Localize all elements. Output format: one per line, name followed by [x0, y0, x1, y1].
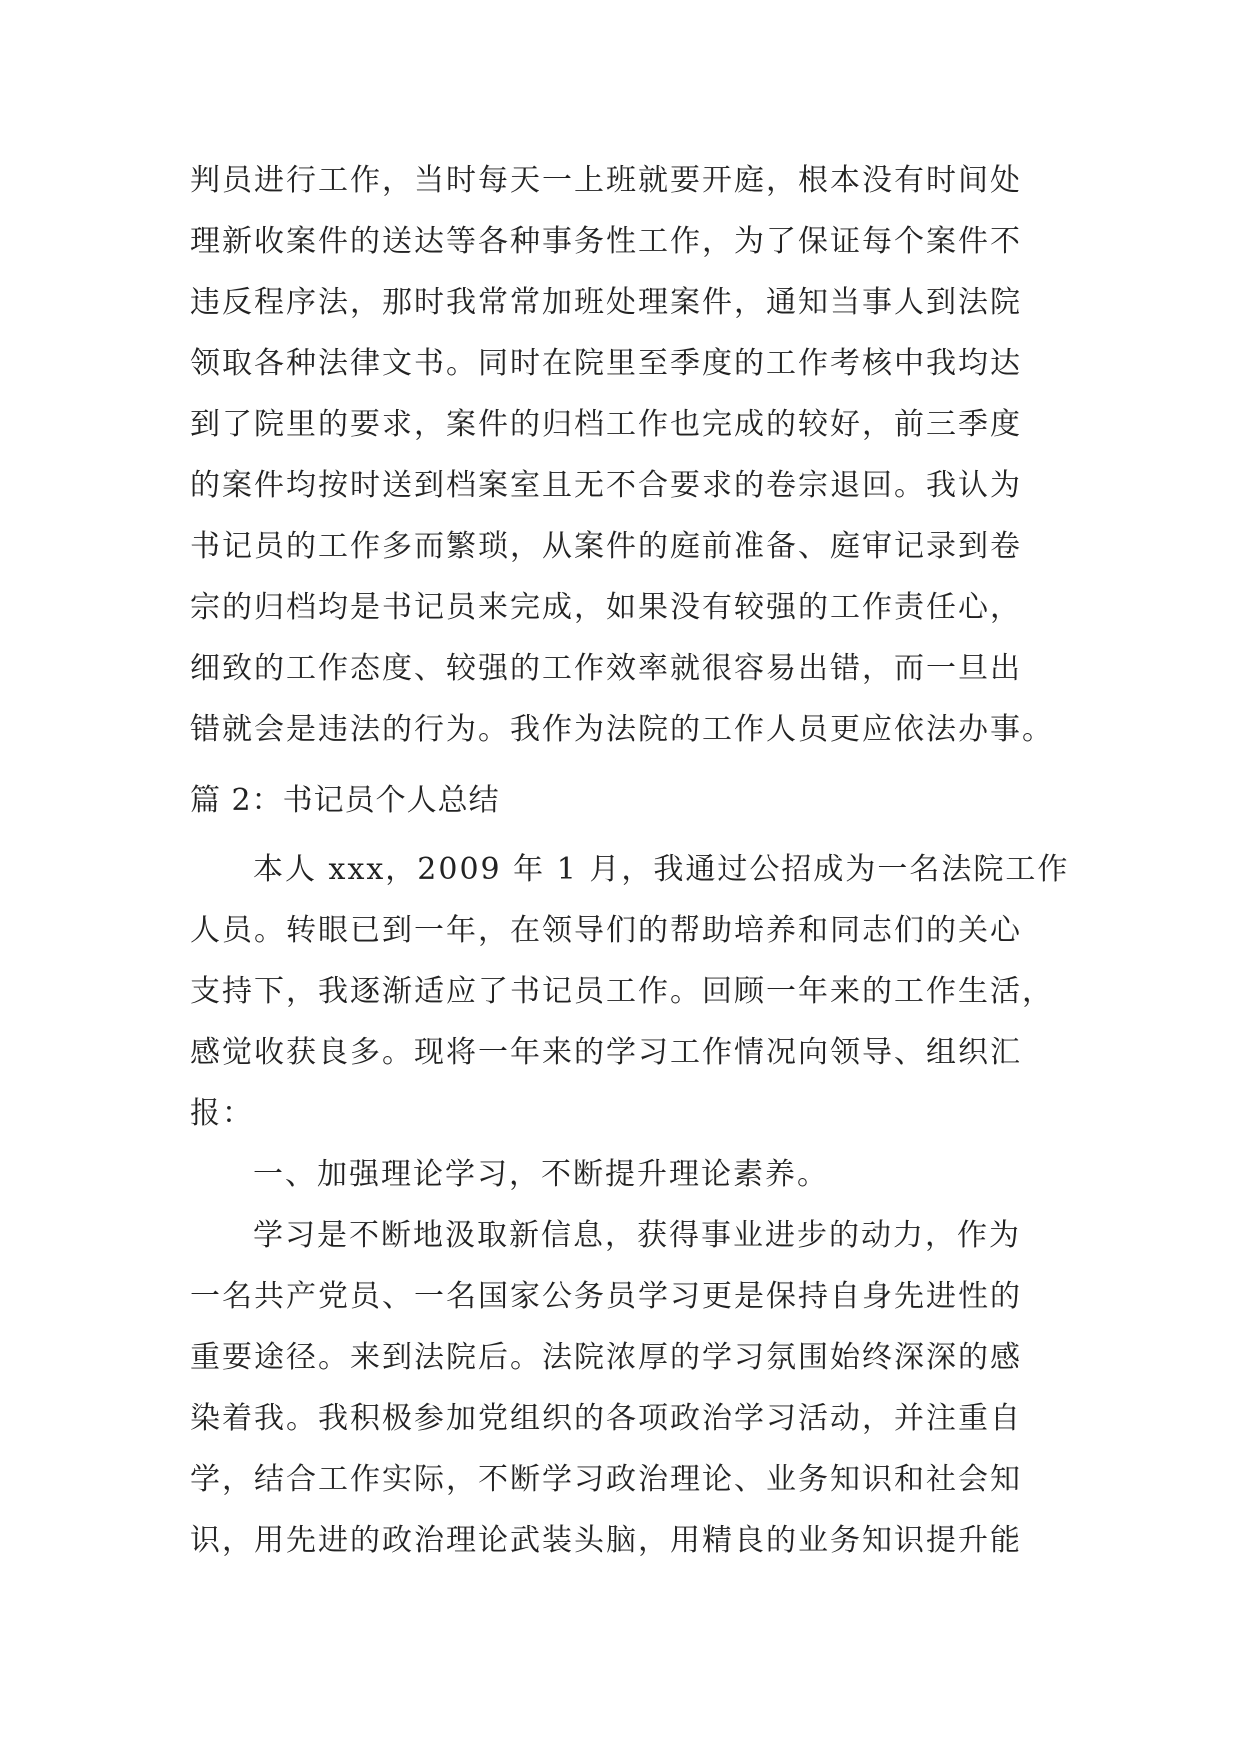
text-line: 违反程序法，那时我常常加班处理案件，通知当事人到法院 — [190, 285, 1022, 320]
subheading-line: 一、加强理论学习，不断提升理论素养。 — [253, 1157, 829, 1192]
text-line: 本人 xxx，2009 年 1 月，我通过公招成为一名法院工作 — [253, 852, 1070, 887]
text-line: 重要途径。来到法院后。法院浓厚的学习氛围始终深深的感 — [190, 1340, 1022, 1375]
text-line: 报： — [190, 1096, 254, 1131]
text-line: 领取各种法律文书。同时在院里至季度的工作考核中我均达 — [190, 346, 1022, 381]
section-heading: 篇 2：书记员个人总结 — [190, 783, 500, 818]
text-line: 的案件均按时送到档案室且无不合要求的卷宗退回。我认为 — [190, 468, 1022, 503]
text-line: 到了院里的要求，案件的归档工作也完成的较好，前三季度 — [190, 407, 1022, 442]
text-line: 学习是不断地汲取新信息，获得事业进步的动力，作为 — [253, 1218, 1021, 1253]
text-line: 理新收案件的送达等各种事务性工作，为了保证每个案件不 — [190, 224, 1022, 259]
text-line: 细致的工作态度、较强的工作效率就很容易出错，而一旦出 — [190, 651, 1022, 686]
text-line: 感觉收获良多。现将一年来的学习工作情况向领导、组织汇 — [190, 1035, 1022, 1070]
text-line: 宗的归档均是书记员来完成，如果没有较强的工作责任心， — [190, 590, 1022, 625]
text-line: 书记员的工作多而繁琐，从案件的庭前准备、庭审记录到卷 — [190, 529, 1022, 564]
text-line: 人员。转眼已到一年，在领导们的帮助培养和同志们的关心 — [190, 913, 1022, 948]
text-line: 支持下，我逐渐适应了书记员工作。回顾一年来的工作生活， — [190, 974, 1054, 1009]
text-line: 错就会是违法的行为。我作为法院的工作人员更应依法办事。 — [190, 712, 1054, 747]
section-2 — [190, 770, 1070, 1571]
text-line: 识，用先进的政治理论武装头脑，用精良的业务知识提升能 — [190, 1523, 1022, 1558]
text-line: 学，结合工作实际，不断学习政治理论、业务知识和社会知 — [190, 1462, 1022, 1497]
text-line: 一名共产党员、一名国家公务员学习更是保持自身先进性的 — [190, 1279, 1022, 1314]
text-line: 染着我。我积极参加党组织的各项政治学习活动，并注重自 — [190, 1401, 1022, 1436]
text-line: 判员进行工作，当时每天一上班就要开庭，根本没有时间处 — [190, 163, 1022, 198]
section-1-paragraph — [190, 150, 1070, 760]
